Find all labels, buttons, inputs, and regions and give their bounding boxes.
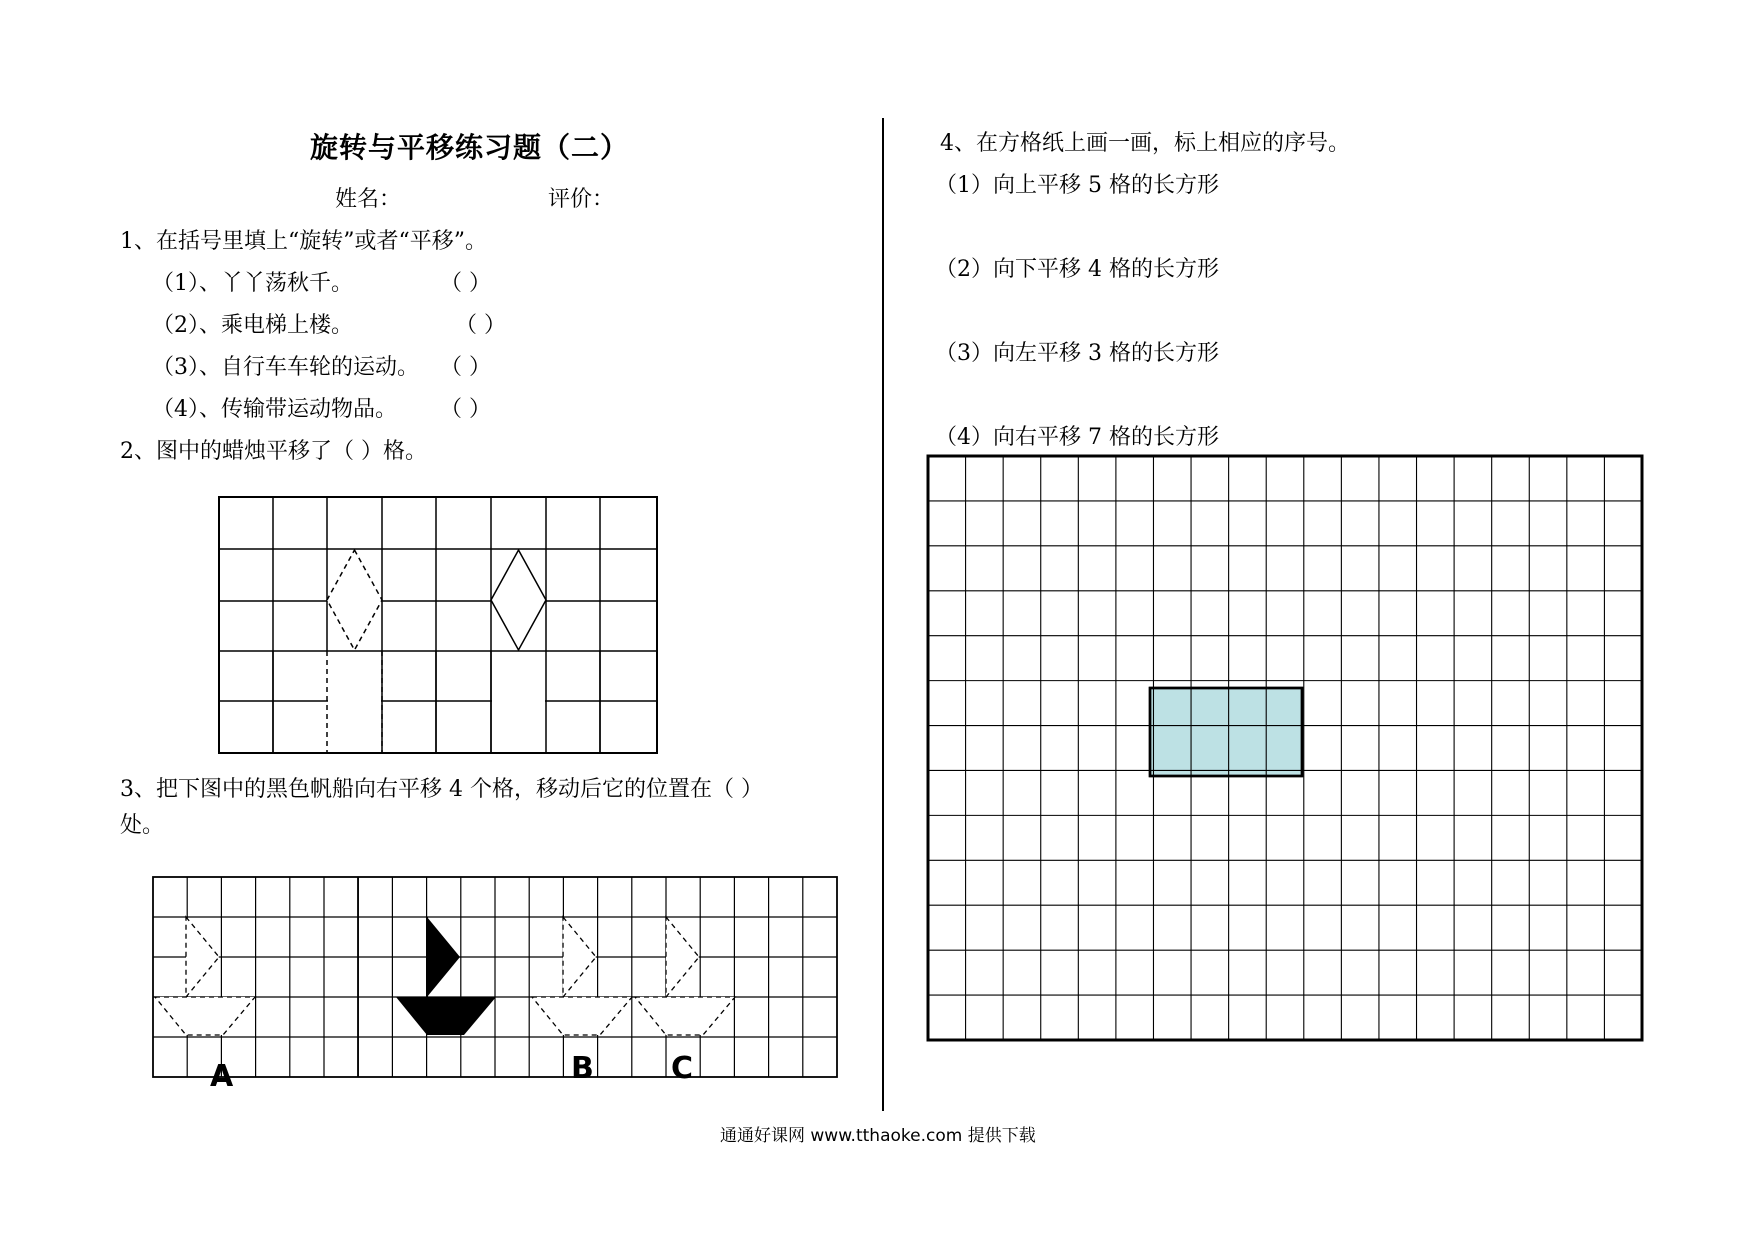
q1-item-3: （3）、自行车车轮的运动。 [152,355,419,380]
candle-grid [219,497,657,753]
footer-text: 通通好课网 www.tthaoke.com 提供下载 [720,1126,1036,1146]
dashed-sailboat-c [635,917,735,1035]
q3-prompt-line1: 3、把下图中的黑色帆船向右平移 4 个格，移动后它的位置在（ ） [120,777,763,802]
option-label-b: B [571,1051,594,1086]
column-divider [882,118,884,1111]
q3-prompt-line2: 处。 [120,813,165,838]
solid-flame [491,550,546,650]
drawing-grid[interactable] [928,456,1642,1040]
option-label-c: C [671,1051,694,1086]
option-label-a: A [210,1059,234,1094]
q1-blank-1[interactable]: （ ） [440,271,491,296]
dashed-flame [327,550,382,650]
eval-label: 评价： [548,187,615,212]
q1-item-2: （2）、乘电梯上楼。 [152,313,353,338]
q1-blank-3[interactable]: （ ） [440,355,491,380]
original-rectangle [1150,688,1302,776]
q4-item-4: （4）向右平移 7 格的长方形 [935,425,1219,450]
q1-item-1: （1）、丫丫荡秋千。 [152,271,353,296]
q1-prompt: 1、在括号里填上“旋转”或者“平移”。 [120,229,487,254]
page-title: 旋转与平移练习题（二） [310,131,630,164]
q4-prompt: 4、在方格纸上画一画，标上相应的序号。 [940,131,1350,156]
dashed-sailboat-a [155,917,255,1035]
black-sailboat [396,917,496,1035]
q2-prompt: 2、图中的蜡烛平移了（ ）格。 [120,439,427,464]
q4-item-2: （2）向下平移 4 格的长方形 [935,257,1219,282]
q4-item-3: （3）向左平移 3 格的长方形 [935,341,1219,366]
q4-item-1: （1）向上平移 5 格的长方形 [935,173,1219,198]
q1-blank-2[interactable]: （ ） [455,313,506,338]
q1-item-4: （4）、传输带运动物品。 [152,397,397,422]
dashed-sailboat-b [532,917,632,1035]
q1-blank-4[interactable]: （ ） [440,397,491,422]
sailboat-grid [153,877,837,1079]
name-label: 姓名： [335,187,402,212]
